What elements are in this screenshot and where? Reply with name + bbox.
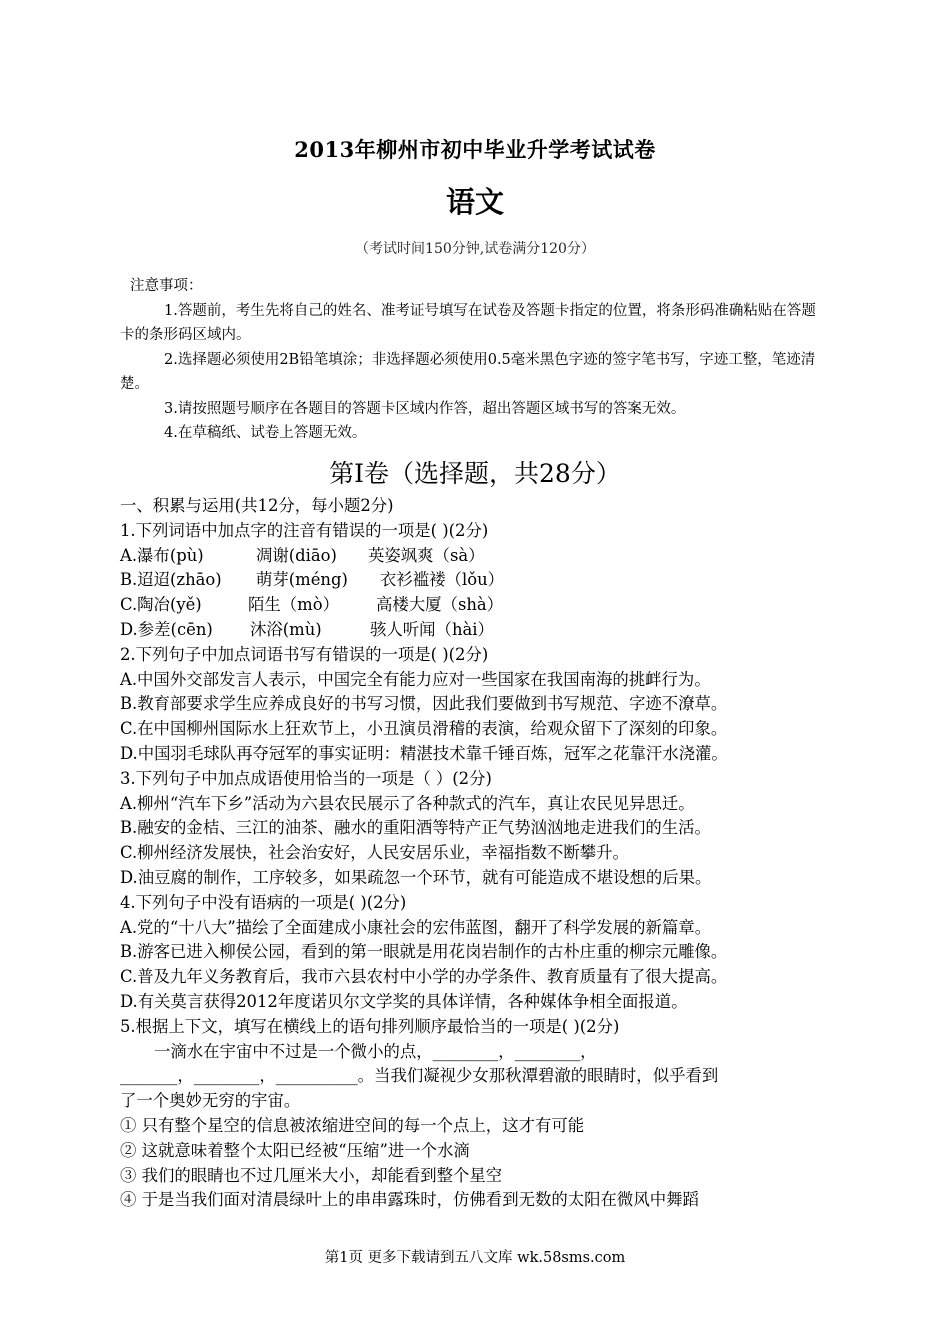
page-footer: 第1页 更多下载请到五八文库 wk.58sms.com [324,1250,626,1266]
note-item: 4.在草稿纸、试卷上答题无效。 [164,425,367,441]
option-a: A.党的“十八大”描绘了全面建成小康社会的宏伟蓝图，翻开了科学发展的新篇章。 [120,917,712,937]
option-d: D.有关莫言获得2012年度诺贝尔文学奖的具体详情，各种媒体争相全面报道。 [120,991,688,1011]
option-d [120,618,835,643]
exam-title: 2013年柳州市初中毕业升学考试试卷 [294,137,656,162]
option-c: C.柳州经济发展快，社会治安好，人民安居乐业，幸福指数不断攀升。 [120,843,629,863]
question-stem: 5.根据上下文，填写在横线上的语句排列顺序最恰当的一项是( )(2分) [120,1016,620,1036]
sentence-item: ② 这就意味着整个太阳已经被“压缩”进一个水滴 [120,1140,470,1160]
note-item: 1.答题前，考生先将自己的姓名、准考证号填写在试卷及答题卡指定的位置，将条形码准确粘贴在答题卡的条形码区域内。 [120,302,816,343]
option-a: A.柳州“汽车下乡”活动为六县农民展示了各种款式的汽车，真让农民见异思迁。 [120,793,695,813]
option-a: A.中国外交部发言人表示，中国完全有能力应对一些国家在我国南海的挑衅行为。 [120,669,711,689]
option-c: C.在中国柳州国际水上狂欢节上，小丑演员滑稽的表演，给观众留下了深刻的印象。 [120,719,728,739]
option-word: A.瀑布(pù) [120,545,204,565]
option-word: 高楼大厦（shà） [376,595,504,615]
option-word: 衣衫褴褛（lǒu） [380,570,505,590]
option-word: D.参差(cēn) [120,619,213,639]
passage-line: 一滴水在宇宙中不过是一个微小的点，________，________， [154,1041,597,1061]
sentence-item: ③ 我们的眼睛也不过几厘米大小，却能看到整个星空 [120,1165,503,1185]
option-c: C.普及九年义务教育后，我市六县农村中小学的办学条件、教育质量有了很大提高。 [120,967,728,987]
option-c [120,593,835,618]
question-stem: 2.下列句子中加点词语书写有错误的一项是( )(2分) [120,644,489,664]
option-b: B.融安的金桔、三江的油茶、融水的重阳酒等特产正气势汹汹地走进我们的生活。 [120,818,711,838]
option-word: 陌生（mò） [248,595,339,615]
option-d: D.中国羽毛球队再夺冠军的事实证明：精湛技术靠千锤百炼，冠军之花靠汗水浇灌。 [120,743,728,763]
note-item: 2.选择题必须使用2B铅笔填涂；非选择题必须使用0.5毫米黑色字迹的签字笔书写，字迹工整，笔迹清楚。 [120,351,816,392]
question-stem: 1.下列词语中加点字的注音有错误的一项是( )(2分) [120,520,489,540]
note-item: 3.请按照题号顺序在各题目的答题卡区域内作答，超出答题区域书写的答案无效。 [164,400,686,417]
option-word: 凋谢(diāo) [256,545,337,565]
option-b [120,568,835,593]
option-b: B.教育部要求学生应养成良好的书写习惯，因此我们要做到书写规范、字迹不潦草。 [120,694,728,714]
section-title: 第Ⅰ卷（选择题，共28分） [329,459,621,488]
questions-body [120,494,835,1213]
option-word: 萌芽(méng) [256,570,348,590]
sentence-item: ① 只有整个星空的信息被浓缩进空间的每一个点上，这才有可能 [120,1115,585,1135]
option-word: 英姿飒爽（sà） [368,545,485,565]
subject-title: 语文 [445,185,504,219]
option-a [120,544,835,569]
notes-heading: 注意事项： [130,278,203,294]
notes-section [120,274,830,446]
option-word: C.陶冶(yě) [120,595,202,615]
exam-info: （考试时间150分钟,试卷满分120分） [355,241,595,257]
option-word: B.迢迢(zhāo) [120,570,222,590]
option-word: 沐浴(mù) [250,619,322,639]
part-title: 一、积累与运用(共12分，每小题2分) [120,496,394,515]
passage-line: _______，________，__________。当我们凝视少女那秋潭碧澈的眼睛时，似乎看到 [120,1066,719,1086]
sentence-item: ④ 于是当我们面对清晨绿叶上的串串露珠时，仿佛看到无数的太阳在微风中舞蹈 [120,1190,699,1210]
option-word: 骇人听闻（hài） [370,619,494,639]
option-b: B.游客已进入柳侯公园，看到的第一眼就是用花岗岩制作的古朴庄重的柳宗元雕像。 [120,942,728,962]
option-d: D.油豆腐的制作，工序较多，如果疏忽一个环节，就有可能造成不堪设想的后果。 [120,867,712,887]
question-stem: 3.下列句子中加点成语使用恰当的一项是（ ）(2分) [120,768,492,788]
passage-line: 了一个奥妙无穷的宇宙。 [120,1091,301,1111]
question-stem: 4.下列句子中没有语病的一项是( )(2分) [120,892,407,912]
